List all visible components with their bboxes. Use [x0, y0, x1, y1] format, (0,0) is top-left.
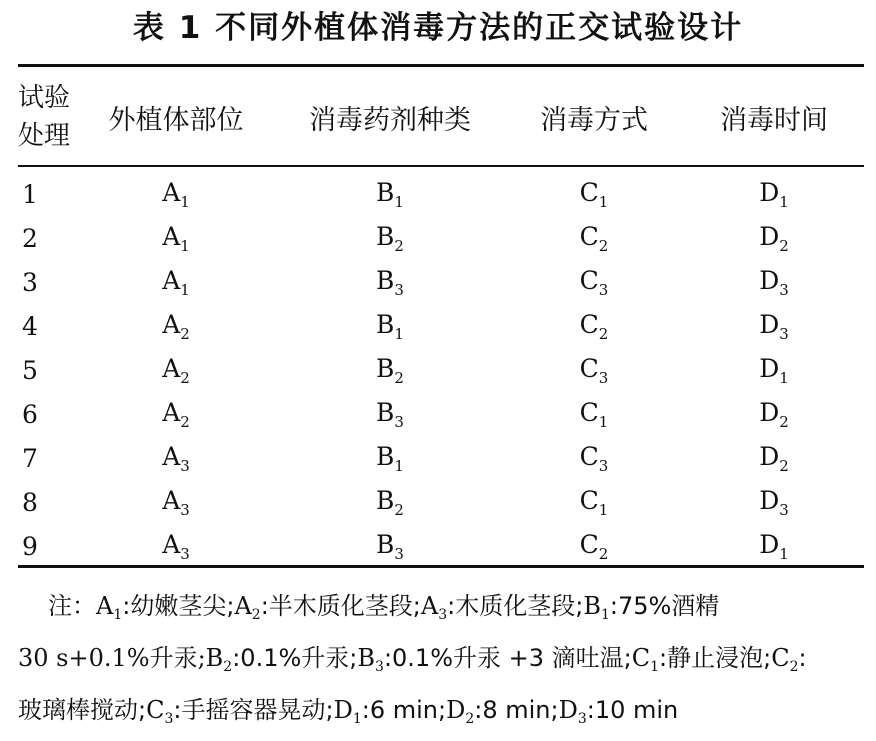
note-line-2	[18, 637, 864, 689]
level-letter: A	[162, 309, 181, 339]
row-number: 8	[22, 487, 38, 517]
cell-time	[684, 172, 864, 216]
cell-method	[504, 392, 684, 436]
cell-disinfectant	[276, 524, 504, 568]
cell-method	[504, 436, 684, 480]
table-row	[18, 392, 864, 436]
header-rule	[18, 165, 864, 167]
level-subscript: 1	[779, 368, 789, 387]
cell-disinfectant	[276, 436, 504, 480]
table-body	[18, 172, 864, 568]
level-letter: B	[376, 397, 395, 427]
level-letter: D	[759, 397, 780, 427]
level-subscript: 3	[394, 280, 404, 299]
note-symbol: A	[96, 592, 114, 620]
note-subscript: 2	[465, 711, 475, 727]
top-rule	[18, 64, 864, 67]
cell-method	[504, 216, 684, 260]
note-text: :0.1%升汞 +3 滴吐温;	[383, 644, 632, 672]
level-subscript: 1	[180, 280, 190, 299]
level-subscript: 2	[779, 236, 789, 255]
level-letter: D	[759, 309, 780, 339]
cell-explant-part	[76, 480, 276, 524]
level-letter: A	[162, 265, 181, 295]
level-letter: D	[759, 265, 780, 295]
level-subscript: 2	[180, 412, 190, 431]
note-text: :手摇容器晃动;	[173, 696, 334, 724]
level-letter: C	[579, 397, 599, 427]
note-subscript: 2	[251, 607, 261, 623]
row-number: 1	[22, 179, 38, 209]
row-number: 7	[22, 443, 38, 473]
level-subscript: 1	[598, 192, 609, 211]
table-row	[18, 304, 864, 348]
level-subscript: 2	[394, 500, 404, 519]
note-symbol: D	[333, 696, 353, 724]
level-subscript: 1	[394, 456, 404, 475]
level-subscript: 3	[779, 324, 789, 343]
note-symbol: C	[631, 644, 651, 672]
level-letter: C	[579, 265, 599, 295]
note-text: :木质化茎段;	[447, 592, 584, 620]
level-letter: B	[376, 485, 395, 515]
level-letter: D	[759, 221, 780, 251]
note-subscript: 2	[789, 659, 799, 675]
table-row	[18, 436, 864, 480]
cell-explant-part	[76, 260, 276, 304]
note-text: :0.1%升汞;	[232, 644, 358, 672]
level-subscript: 3	[598, 280, 609, 299]
note-subscript: 3	[438, 607, 448, 623]
note-text: :6 min;	[361, 696, 447, 724]
level-letter: B	[376, 265, 395, 295]
cell-time	[684, 392, 864, 436]
level-subscript: 1	[598, 412, 609, 431]
cell-disinfectant	[276, 348, 504, 392]
cell-time	[684, 436, 864, 480]
level-letter: D	[759, 529, 780, 559]
cell-method	[504, 172, 684, 216]
note-text: :	[798, 644, 807, 672]
note-symbol: A	[420, 592, 439, 620]
cell-explant-part	[76, 304, 276, 348]
cell-method	[504, 480, 684, 524]
note-text: :75%酒精	[609, 592, 720, 620]
note-subscript: 3	[164, 711, 174, 727]
level-letter: C	[579, 221, 599, 251]
note-subscript: 1	[113, 607, 123, 623]
note-line-1	[18, 585, 864, 637]
level-subscript: 2	[598, 236, 609, 255]
level-subscript: 3	[394, 544, 404, 563]
header-disinfectant-type: 消毒药剂种类	[309, 104, 471, 136]
level-subscript: 2	[779, 456, 789, 475]
bottom-rule	[18, 565, 864, 568]
note-symbol: B	[205, 644, 224, 672]
cell-method	[504, 304, 684, 348]
note-text: 30 s+0.1%升汞;	[18, 644, 206, 672]
level-subscript: 1	[394, 192, 404, 211]
note-symbol: B	[357, 644, 376, 672]
note-line-3	[18, 689, 864, 741]
table-row	[18, 260, 864, 304]
level-subscript: 1	[779, 544, 789, 563]
level-subscript: 3	[779, 500, 789, 519]
cell-method	[504, 260, 684, 304]
cell-explant-part	[76, 436, 276, 480]
level-subscript: 2	[180, 368, 190, 387]
level-letter: C	[579, 309, 599, 339]
header-treatment-line2: 处理	[18, 121, 71, 151]
cell-time	[684, 260, 864, 304]
level-subscript: 2	[180, 324, 190, 343]
level-letter: A	[162, 353, 181, 383]
header-disinfection-method: 消毒方式	[540, 104, 648, 136]
table-title: 表 1 不同外植体消毒方法的正交试验设计	[132, 10, 744, 46]
level-letter: B	[376, 529, 395, 559]
level-subscript: 2	[598, 324, 609, 343]
cell-explant-part	[76, 348, 276, 392]
note-symbol: A	[234, 592, 252, 620]
table-row	[18, 524, 864, 568]
level-subscript: 2	[598, 544, 609, 563]
cell-disinfectant	[276, 304, 504, 348]
level-subscript: 3	[180, 500, 190, 519]
level-letter: C	[579, 441, 599, 471]
header-explant-part: 外植体部位	[108, 104, 244, 136]
level-letter: A	[162, 177, 181, 207]
level-letter: C	[579, 529, 599, 559]
header-treatment	[18, 71, 76, 163]
note-text: 注：	[48, 592, 96, 620]
level-letter: B	[376, 309, 395, 339]
cell-method	[504, 348, 684, 392]
note-text: :8 min;	[474, 696, 559, 724]
header-row	[18, 71, 864, 163]
table-row	[18, 216, 864, 260]
level-letter: B	[376, 221, 395, 251]
cell-explant-part	[76, 524, 276, 568]
level-subscript: 3	[394, 412, 404, 431]
level-letter: C	[579, 353, 599, 383]
level-letter: A	[162, 529, 181, 559]
level-subscript: 1	[779, 192, 789, 211]
row-number: 5	[22, 355, 38, 385]
row-number: 4	[22, 311, 38, 341]
level-subscript: 2	[394, 368, 404, 387]
header-disinfection-time: 消毒时间	[720, 104, 828, 136]
level-letter: A	[162, 485, 181, 515]
level-subscript: 3	[598, 368, 609, 387]
cell-explant-part	[76, 172, 276, 216]
row-number: 2	[22, 223, 38, 253]
cell-disinfectant	[276, 172, 504, 216]
level-subscript: 1	[180, 236, 190, 255]
note-symbol: B	[583, 592, 601, 620]
note-text: :静止浸泡;	[659, 644, 772, 672]
table-header	[18, 71, 864, 163]
level-letter: D	[759, 441, 780, 471]
note-subscript: 2	[223, 659, 233, 675]
level-letter: A	[162, 441, 181, 471]
table-row	[18, 480, 864, 524]
header-treatment-line1: 试验	[18, 83, 71, 113]
note-symbol: D	[446, 696, 466, 724]
level-subscript: 1	[180, 192, 190, 211]
level-letter: B	[376, 353, 395, 383]
note-text: :幼嫩茎尖;	[122, 592, 235, 620]
level-subscript: 1	[394, 324, 404, 343]
level-letter: D	[759, 177, 780, 207]
note-symbol: C	[771, 644, 790, 672]
note-symbol: D	[558, 696, 578, 724]
level-letter: C	[579, 177, 599, 207]
cell-disinfectant	[276, 216, 504, 260]
level-letter: A	[162, 397, 181, 427]
note-subscript: 3	[577, 711, 587, 727]
cell-time	[684, 304, 864, 348]
cell-time	[684, 348, 864, 392]
cell-time	[684, 480, 864, 524]
cell-disinfectant	[276, 392, 504, 436]
level-letter: B	[376, 177, 395, 207]
note-text: :半木质化茎段;	[260, 592, 421, 620]
level-letter: D	[759, 485, 780, 515]
level-letter: C	[579, 485, 599, 515]
level-subscript: 3	[180, 456, 190, 475]
level-subscript: 2	[779, 412, 789, 431]
level-letter: D	[759, 353, 780, 383]
level-subscript: 3	[779, 280, 789, 299]
note-symbol: C	[146, 696, 165, 724]
table-row	[18, 348, 864, 392]
note-subscript: 1	[352, 711, 362, 727]
cell-explant-part	[76, 392, 276, 436]
cell-method	[504, 524, 684, 568]
cell-time	[684, 216, 864, 260]
level-subscript: 3	[180, 544, 190, 563]
table-note	[18, 585, 864, 741]
table-row	[18, 172, 864, 216]
level-subscript: 1	[598, 500, 609, 519]
row-number: 3	[22, 267, 38, 297]
cell-disinfectant	[276, 260, 504, 304]
note-subscript: 1	[600, 607, 610, 623]
note-text: :10 min	[586, 696, 679, 724]
level-letter: B	[376, 441, 395, 471]
cell-time	[684, 524, 864, 568]
row-number: 9	[22, 531, 38, 561]
note-text: 玻璃棒搅动;	[18, 696, 147, 724]
level-letter: A	[162, 221, 181, 251]
level-subscript: 2	[394, 236, 404, 255]
cell-disinfectant	[276, 480, 504, 524]
note-subscript: 3	[375, 659, 384, 675]
level-subscript: 3	[598, 456, 609, 475]
row-number: 6	[22, 399, 38, 429]
note-subscript: 1	[650, 659, 660, 675]
cell-explant-part	[76, 216, 276, 260]
